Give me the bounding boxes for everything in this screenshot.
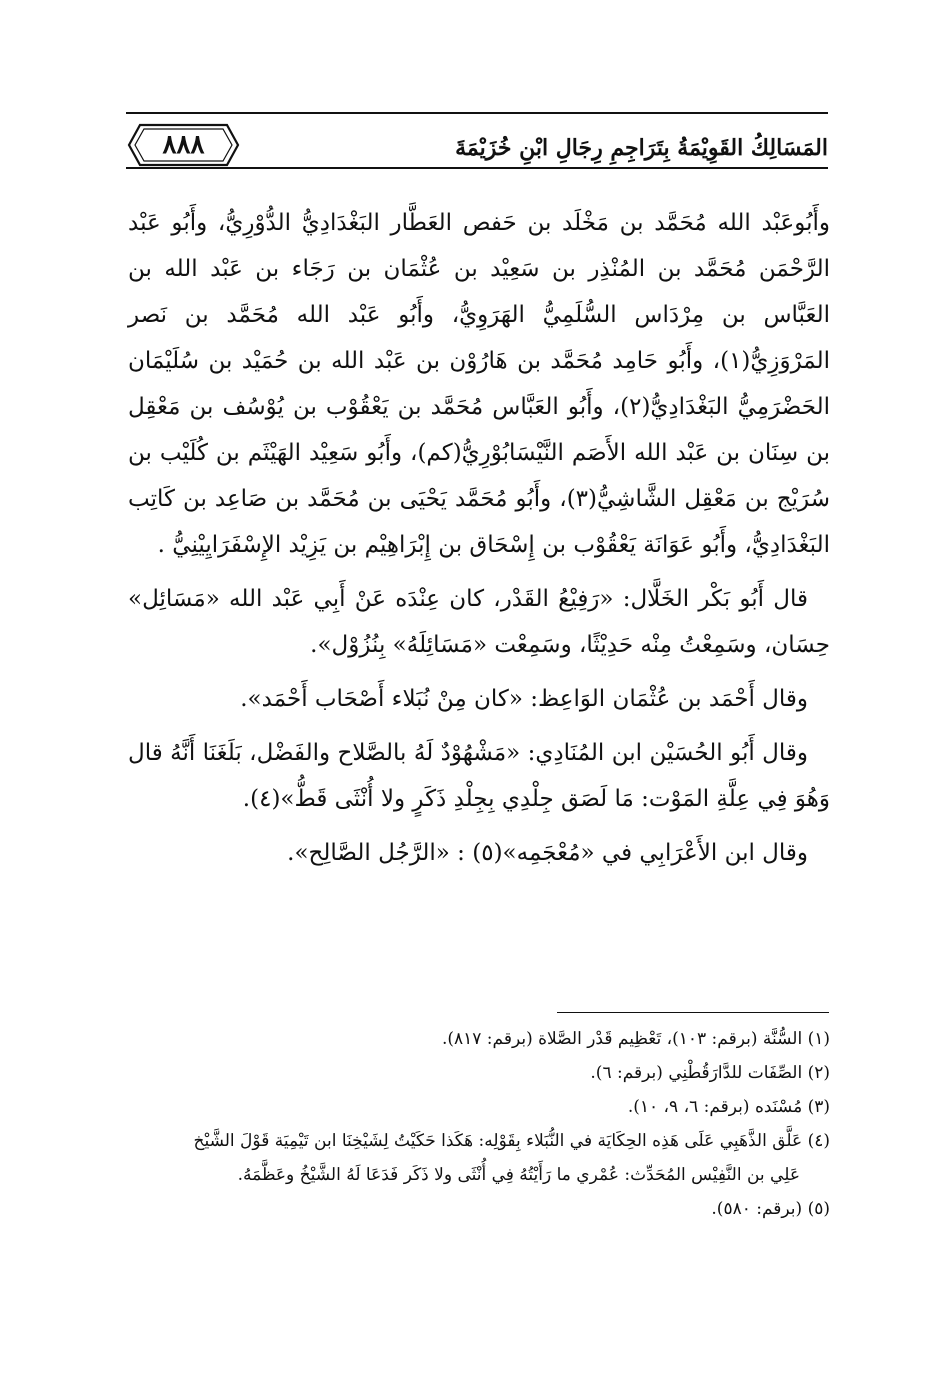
footnote-4-line-2: عَلِي بن النَّفِيْس المُحَدِّث: عُمْري ما رَأَيْتُهُ فِي أُنْثَى ولا ذَكَر فَدَعَا لَهُ الشَّيْخُ وعَظَّمَهُ. — [237, 1165, 800, 1185]
khallal-quote-paragraph: قال أَبُو بَكْر الخَلَّال: «رَفِيْعُ القَدْر، كان عِنْدَه عَنْ أَبِي عَبْد الله «مَسَائِل» حِسَان، وسَمِعْتُ مِنْه حَدِيْثًا، وسَمِعْت «مَسَائِلَهُ» بِنُزُوْل». — [128, 586, 830, 658]
footnote-separator — [557, 1012, 829, 1013]
footnote-1: (١) السُّنَّة (برقم: ١٠٣)، تَعْظِيم قَدْر الصَّلاة (برقم: ٨١٧). — [441, 1029, 830, 1049]
waiz-quote-paragraph: وقال أَحْمَد بن عُثْمَان الوَاعِظ: «كان مِنْ نُبَلاء أَصْحَاب أَحْمَد». — [240, 686, 808, 712]
header-bottom-rule — [126, 167, 828, 169]
page-number: ٨٨٨ — [162, 130, 205, 160]
footnote-2: (٢) الصِّفَات للدَّارَقُطْنِي (برقم: ٦). — [590, 1063, 830, 1083]
footnote-5: (٥) (برقم: ٥٨٠). — [711, 1199, 830, 1219]
munadi-quote-paragraph: وقال أَبُو الحُسَيْن ابن المُنَادِي: «مَشْهُوْدٌ لَهُ بالصَّلاح والفَضْل، بَلَغَنَا أَنَّهُ قال وَهُوَ فِي عِلَّةِ المَوْت: مَا لَصَق جِلْدِي بِجِلْدِ ذَكَرٍ ولا أُنْثَى قَطُّ»(٤). — [128, 740, 830, 812]
footnotes — [128, 1022, 830, 1226]
main-text — [128, 200, 830, 876]
page-header — [126, 112, 828, 192]
narrators-paragraph: وأَبُوعَبْد الله مُحَمَّد بن مَخْلَد بن حَفص العَطَّار البَغْدَادِيُّ الدُّوْرِيُّ، وأَبُو عَبْد الرَّحْمَن مُحَمَّد بن المُنْذِر بن سَعِيْد بن عُثْمَان بن رَجَاء بن عَبْد الله بن العَبَّاس بن مِرْدَاس السُّلَمِيُّ الهَرَوِيُّ، وأَبُو عَبْد الله مُحَمَّد بن نَصر المَرْوَزِيُّ(١)، وأَبُو حَامِد مُحَمَّد بن هَارُوْن بن عَبْد الله بن حُمَيْد بن سُلَيْمَان الحَضْرَمِيُّ البَغْدَادِيُّ(٢)، وأَبُو العَبَّاس مُحَمَّد بن يَعْقُوْب بن يُوْسُف بن مَعْقِل بن سِنَان بن عَبْد الله الأَصَم النَّيْسَابُوْرِيُّ(كم)، وأَبُو سَعِيْد الهَيْثَم بن كُلَيْب بن سُرَيْج بن مَعْقِل الشَّاشِيُّ(٣)، وأَبُو مُحَمَّد يَحْيَى بن مُحَمَّد بن صَاعِد بن كَاتِب البَغْدَادِيُّ، وأَبُو عَوَانَة يَعْقُوْب بن إِسْحَاق بن إِبْرَاهِيْم بن يَزِيْد الإِسْفَرَايِيْنِيُّ . — [128, 210, 830, 558]
header-top-rule — [126, 112, 828, 114]
running-title: المَسَالِكُ القَوِيْمَةُ بِتَرَاجِمِ رِجَالِ ابْنِ خُزَيْمَةَ — [455, 135, 828, 161]
footnote-4-line-1: (٤) عَلَّق الذَّهَبِي عَلَى هَذِه الحِكَايَة في النُّبَلاء بِقَوْلِه: هَكَذا حَكَيْتُ لِشَيْخِنَا ابن تَيْمِيَة قَوْلَ الشَّيْخ — [193, 1131, 830, 1151]
footnote-3: (٣) مُسْنَده (برقم: ٦، ٩، ١٠). — [627, 1097, 830, 1117]
ibn-arabi-quote-paragraph: وقال ابن الأَعْرَابِي في «مُعْجَمِه»(٥) : «الرَّجُل الصَّالِح». — [287, 840, 808, 866]
footnote-4 — [128, 1124, 830, 1192]
page-number-badge — [126, 122, 241, 168]
